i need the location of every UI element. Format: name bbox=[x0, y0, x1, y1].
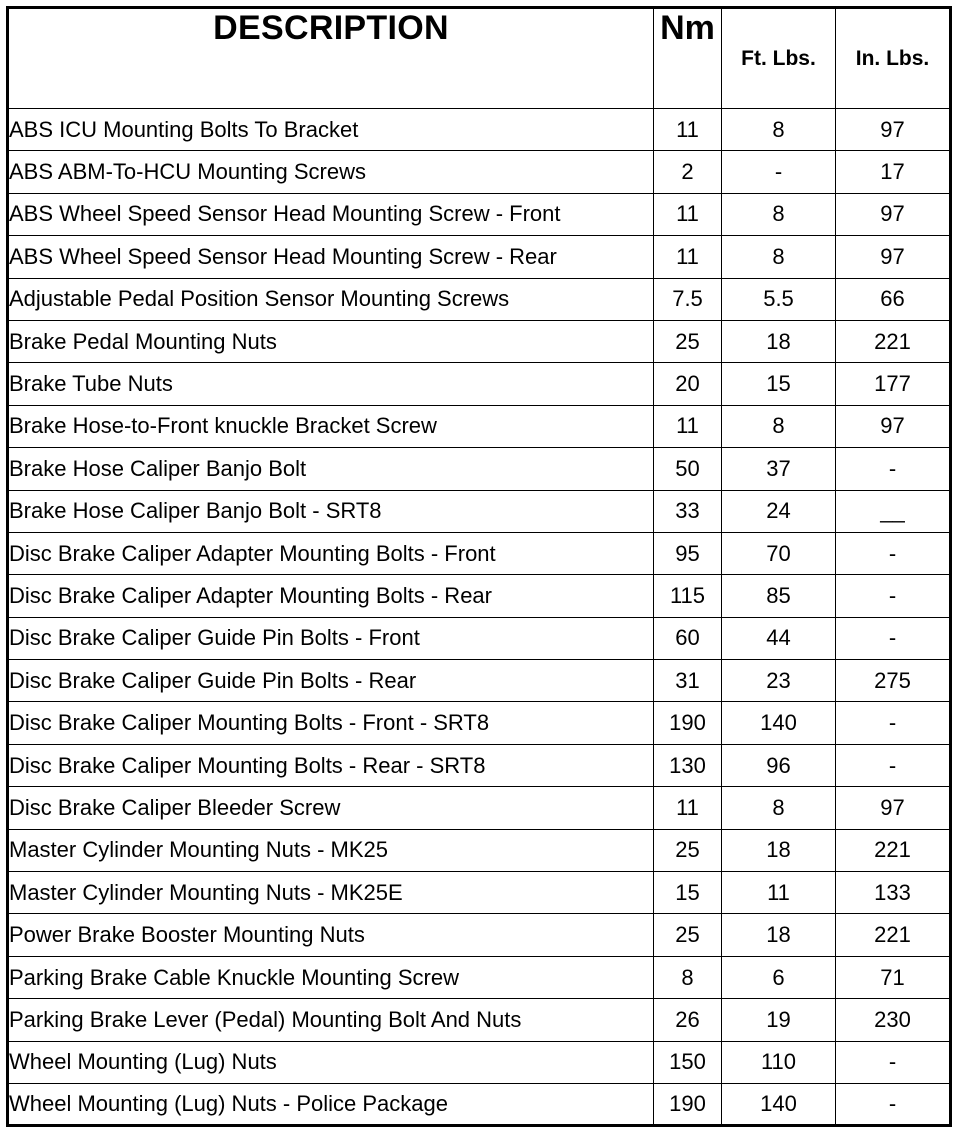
cell-description: Brake Pedal Mounting Nuts bbox=[8, 320, 654, 362]
cell-in-lbs: 275 bbox=[836, 660, 951, 702]
cell-nm: 11 bbox=[654, 236, 722, 278]
cell-in-lbs: 97 bbox=[836, 109, 951, 151]
cell-ft-lbs: 18 bbox=[722, 914, 836, 956]
cell-description: Master Cylinder Mounting Nuts - MK25E bbox=[8, 872, 654, 914]
cell-nm: 15 bbox=[654, 872, 722, 914]
cell-in-lbs: 97 bbox=[836, 405, 951, 447]
cell-nm: 26 bbox=[654, 999, 722, 1041]
cell-description: Wheel Mounting (Lug) Nuts bbox=[8, 1041, 654, 1083]
header-nm: Nm bbox=[654, 8, 722, 109]
cell-in-lbs: - bbox=[836, 1041, 951, 1083]
cell-ft-lbs: 23 bbox=[722, 660, 836, 702]
table-body bbox=[8, 109, 951, 1126]
cell-nm: 11 bbox=[654, 193, 722, 235]
cell-ft-lbs: 18 bbox=[722, 829, 836, 871]
cell-in-lbs: 71 bbox=[836, 956, 951, 998]
table-row bbox=[8, 956, 951, 998]
cell-nm: 25 bbox=[654, 914, 722, 956]
cell-ft-lbs: 8 bbox=[722, 405, 836, 447]
cell-ft-lbs: 140 bbox=[722, 1083, 836, 1125]
cell-ft-lbs: 11 bbox=[722, 872, 836, 914]
cell-nm: 20 bbox=[654, 363, 722, 405]
table-row bbox=[8, 702, 951, 744]
header-in-lbs: In. Lbs. bbox=[836, 8, 951, 109]
cell-in-lbs: 97 bbox=[836, 193, 951, 235]
cell-in-lbs: - bbox=[836, 617, 951, 659]
cell-in-lbs: 230 bbox=[836, 999, 951, 1041]
table-row bbox=[8, 193, 951, 235]
cell-nm: 50 bbox=[654, 448, 722, 490]
cell-description: ABS ABM-To-HCU Mounting Screws bbox=[8, 151, 654, 193]
cell-in-lbs: 17 bbox=[836, 151, 951, 193]
cell-nm: 33 bbox=[654, 490, 722, 532]
cell-nm: 11 bbox=[654, 405, 722, 447]
cell-in-lbs: 221 bbox=[836, 829, 951, 871]
table-row bbox=[8, 617, 951, 659]
table-row bbox=[8, 575, 951, 617]
table-row bbox=[8, 363, 951, 405]
table-row bbox=[8, 320, 951, 362]
cell-description: ABS ICU Mounting Bolts To Bracket bbox=[8, 109, 654, 151]
cell-description: Disc Brake Caliper Guide Pin Bolts - Rear bbox=[8, 660, 654, 702]
cell-description: Disc Brake Caliper Bleeder Screw bbox=[8, 787, 654, 829]
cell-description: ABS Wheel Speed Sensor Head Mounting Screw - Front bbox=[8, 193, 654, 235]
cell-in-lbs: 133 bbox=[836, 872, 951, 914]
cell-ft-lbs: - bbox=[722, 151, 836, 193]
table-row bbox=[8, 787, 951, 829]
cell-ft-lbs: 8 bbox=[722, 236, 836, 278]
cell-nm: 150 bbox=[654, 1041, 722, 1083]
table-row bbox=[8, 236, 951, 278]
table-row bbox=[8, 660, 951, 702]
table-row bbox=[8, 1083, 951, 1125]
cell-ft-lbs: 19 bbox=[722, 999, 836, 1041]
cell-nm: 60 bbox=[654, 617, 722, 659]
cell-in-lbs: __ bbox=[836, 490, 951, 532]
table-row bbox=[8, 1041, 951, 1083]
cell-in-lbs: 221 bbox=[836, 320, 951, 362]
cell-ft-lbs: 8 bbox=[722, 109, 836, 151]
table-row bbox=[8, 914, 951, 956]
cell-description: Wheel Mounting (Lug) Nuts - Police Package bbox=[8, 1083, 654, 1125]
table-row bbox=[8, 109, 951, 151]
cell-ft-lbs: 85 bbox=[722, 575, 836, 617]
cell-description: Disc Brake Caliper Mounting Bolts - Rear - SRT8 bbox=[8, 744, 654, 786]
cell-description: Disc Brake Caliper Adapter Mounting Bolts - Front bbox=[8, 532, 654, 574]
cell-description: Brake Tube Nuts bbox=[8, 363, 654, 405]
cell-description: Master Cylinder Mounting Nuts - MK25 bbox=[8, 829, 654, 871]
cell-description: Brake Hose Caliper Banjo Bolt bbox=[8, 448, 654, 490]
cell-in-lbs: - bbox=[836, 1083, 951, 1125]
table-row bbox=[8, 999, 951, 1041]
cell-nm: 190 bbox=[654, 702, 722, 744]
cell-nm: 31 bbox=[654, 660, 722, 702]
cell-nm: 7.5 bbox=[654, 278, 722, 320]
cell-description: Disc Brake Caliper Adapter Mounting Bolts - Rear bbox=[8, 575, 654, 617]
table-header bbox=[8, 8, 951, 109]
table-row bbox=[8, 829, 951, 871]
table-row bbox=[8, 448, 951, 490]
cell-ft-lbs: 18 bbox=[722, 320, 836, 362]
table-row bbox=[8, 405, 951, 447]
table-row bbox=[8, 744, 951, 786]
table-row bbox=[8, 151, 951, 193]
cell-nm: 11 bbox=[654, 787, 722, 829]
cell-in-lbs: - bbox=[836, 448, 951, 490]
header-row bbox=[8, 8, 951, 109]
cell-nm: 95 bbox=[654, 532, 722, 574]
cell-ft-lbs: 15 bbox=[722, 363, 836, 405]
cell-nm: 11 bbox=[654, 109, 722, 151]
cell-description: ABS Wheel Speed Sensor Head Mounting Screw - Rear bbox=[8, 236, 654, 278]
cell-ft-lbs: 140 bbox=[722, 702, 836, 744]
cell-in-lbs: - bbox=[836, 702, 951, 744]
cell-ft-lbs: 37 bbox=[722, 448, 836, 490]
cell-in-lbs: 66 bbox=[836, 278, 951, 320]
cell-ft-lbs: 8 bbox=[722, 787, 836, 829]
cell-description: Brake Hose-to-Front knuckle Bracket Screw bbox=[8, 405, 654, 447]
cell-nm: 130 bbox=[654, 744, 722, 786]
table-row bbox=[8, 872, 951, 914]
cell-in-lbs: 97 bbox=[836, 236, 951, 278]
cell-ft-lbs: 5.5 bbox=[722, 278, 836, 320]
cell-nm: 190 bbox=[654, 1083, 722, 1125]
header-ft-lbs: Ft. Lbs. bbox=[722, 8, 836, 109]
cell-description: Disc Brake Caliper Mounting Bolts - Front - SRT8 bbox=[8, 702, 654, 744]
cell-in-lbs: - bbox=[836, 532, 951, 574]
cell-nm: 25 bbox=[654, 320, 722, 362]
cell-in-lbs: 177 bbox=[836, 363, 951, 405]
cell-description: Parking Brake Cable Knuckle Mounting Screw bbox=[8, 956, 654, 998]
cell-ft-lbs: 70 bbox=[722, 532, 836, 574]
table-row bbox=[8, 532, 951, 574]
cell-ft-lbs: 24 bbox=[722, 490, 836, 532]
cell-ft-lbs: 8 bbox=[722, 193, 836, 235]
cell-description: Power Brake Booster Mounting Nuts bbox=[8, 914, 654, 956]
table-row bbox=[8, 490, 951, 532]
cell-nm: 8 bbox=[654, 956, 722, 998]
cell-description: Adjustable Pedal Position Sensor Mounting Screws bbox=[8, 278, 654, 320]
header-description: DESCRIPTION bbox=[8, 8, 654, 109]
cell-in-lbs: 221 bbox=[836, 914, 951, 956]
cell-in-lbs: - bbox=[836, 744, 951, 786]
table-row bbox=[8, 278, 951, 320]
cell-nm: 115 bbox=[654, 575, 722, 617]
cell-ft-lbs: 6 bbox=[722, 956, 836, 998]
cell-ft-lbs: 110 bbox=[722, 1041, 836, 1083]
cell-nm: 25 bbox=[654, 829, 722, 871]
cell-in-lbs: - bbox=[836, 575, 951, 617]
torque-specifications-table bbox=[6, 6, 952, 1127]
cell-nm: 2 bbox=[654, 151, 722, 193]
cell-description: Brake Hose Caliper Banjo Bolt - SRT8 bbox=[8, 490, 654, 532]
cell-description: Parking Brake Lever (Pedal) Mounting Bolt And Nuts bbox=[8, 999, 654, 1041]
cell-ft-lbs: 44 bbox=[722, 617, 836, 659]
cell-description: Disc Brake Caliper Guide Pin Bolts - Front bbox=[8, 617, 654, 659]
cell-in-lbs: 97 bbox=[836, 787, 951, 829]
cell-ft-lbs: 96 bbox=[722, 744, 836, 786]
